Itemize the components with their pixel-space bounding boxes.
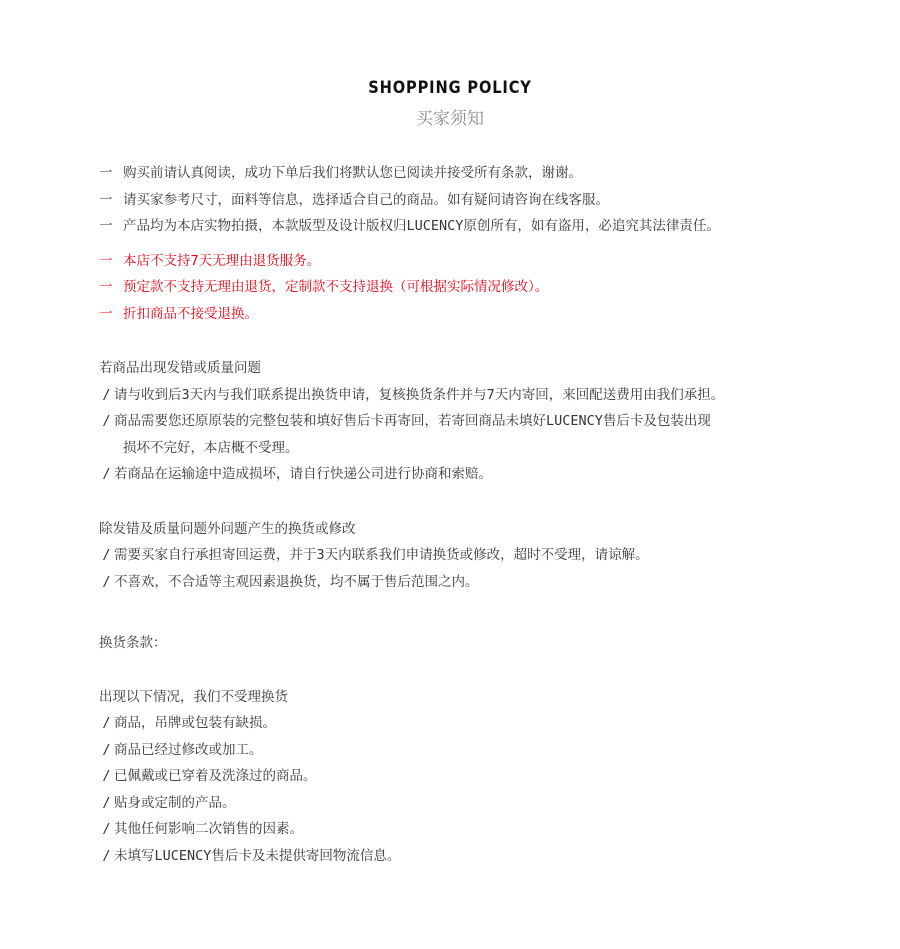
note-text: 请买家参考尺寸，面料等信息，选择适合自己的商品。如有疑问请咨询在线客服。 — [123, 191, 609, 208]
list-item-text: 需要买家自行承担寄回运费，并于3天内联系我们申请换货或修改，超时不受理，请谅解。 — [114, 547, 649, 563]
list-item-text: 商品已经过修改或加工。 — [114, 741, 263, 758]
policy-header — [0, 76, 900, 130]
dash-marker: 一 — [99, 252, 113, 269]
list-item-text: 贴身或定制的产品。 — [114, 794, 236, 811]
warning-item — [99, 248, 879, 275]
list-item-text: 请与收到后3天内与我们联系提出换货申请，复核换货条件并与7天内寄回，来回配送费用由我们承担。 — [114, 386, 725, 403]
warning-text: 折扣商品不接受退换。 — [123, 305, 258, 322]
slash-marker: / — [102, 466, 111, 482]
note-item — [99, 187, 879, 214]
list-item — [99, 790, 879, 817]
list-item-text: 其他任何影响二次销售的因素。 — [114, 821, 303, 837]
list-item — [99, 737, 879, 764]
list-item-text: 不喜欢，不合适等主观因素退换货，均不属于售后范围之内。 — [114, 573, 479, 590]
slash-marker: / — [102, 821, 111, 837]
page-subtitle: 买家须知 — [416, 109, 484, 129]
list-item — [99, 763, 879, 790]
section-heading-quality: 若商品出现发错或质量问题 — [99, 360, 261, 376]
list-item — [99, 569, 879, 596]
slash-marker: / — [102, 547, 111, 563]
dash-marker: 一 — [99, 305, 113, 322]
note-item — [99, 213, 879, 240]
list-item-text: 若商品在运输途中造成损坏，请自行快递公司进行协商和索赔。 — [114, 466, 492, 482]
slash-marker: / — [102, 794, 111, 811]
slash-marker: / — [102, 741, 111, 758]
warning-text: 预定款不支持无理由退货，定制款不支持退换（可根据实际情况修改）。 — [123, 279, 549, 295]
note-text: 购买前请认真阅读，成功下单后我们将默认您已阅读并接受所有条款，谢谢。 — [123, 165, 582, 181]
list-item — [99, 461, 879, 488]
slash-marker: / — [102, 715, 111, 731]
list-item — [99, 382, 879, 409]
list-item-text: 未填写LUCENCY售后卡及未提供寄回物流信息。 — [114, 847, 401, 864]
note-text: 产品均为本店实物拍摄，本款版型及设计版权归LUCENCY原创所有，如有盗用，必追究其法律责任。 — [123, 218, 720, 234]
dash-marker: 一 — [99, 165, 113, 181]
dash-marker: 一 — [99, 218, 113, 234]
warning-item — [99, 274, 879, 301]
exchange-terms-heading: 换货条款： — [99, 635, 167, 651]
slash-marker: / — [102, 768, 111, 784]
list-item — [99, 710, 879, 737]
exchange-terms-subheading: 出现以下情况，我们不受理换货 — [99, 688, 288, 705]
list-item-text: 已佩戴或已穿着及洗涤过的商品。 — [114, 768, 317, 784]
slash-marker: / — [102, 847, 111, 864]
policy-content — [99, 160, 879, 869]
slash-marker: / — [102, 413, 111, 429]
slash-marker: / — [102, 386, 111, 403]
note-item — [99, 160, 879, 187]
dash-marker: 一 — [99, 191, 113, 208]
slash-marker: / — [102, 573, 111, 590]
list-item — [99, 843, 879, 870]
page-title: SHOPPING POLICY — [368, 78, 532, 98]
section-heading-other: 除发错及质量问题外问题产生的换货或修改 — [99, 520, 356, 537]
dash-marker: 一 — [99, 279, 113, 295]
warning-text: 本店不支持7天无理由退货服务。 — [123, 252, 321, 269]
list-item — [99, 542, 879, 569]
list-item — [99, 408, 879, 435]
list-item — [99, 816, 879, 843]
list-item-continuation: 损坏不完好，本店概不受理。 — [123, 439, 299, 456]
warning-item — [99, 301, 879, 328]
list-item-text: 商品，吊牌或包装有缺损。 — [114, 715, 276, 731]
list-item-text: 商品需要您还原原装的完整包装和填好售后卡再寄回，若寄回商品未填好LUCENCY售后卡及包装出现 — [114, 413, 711, 429]
